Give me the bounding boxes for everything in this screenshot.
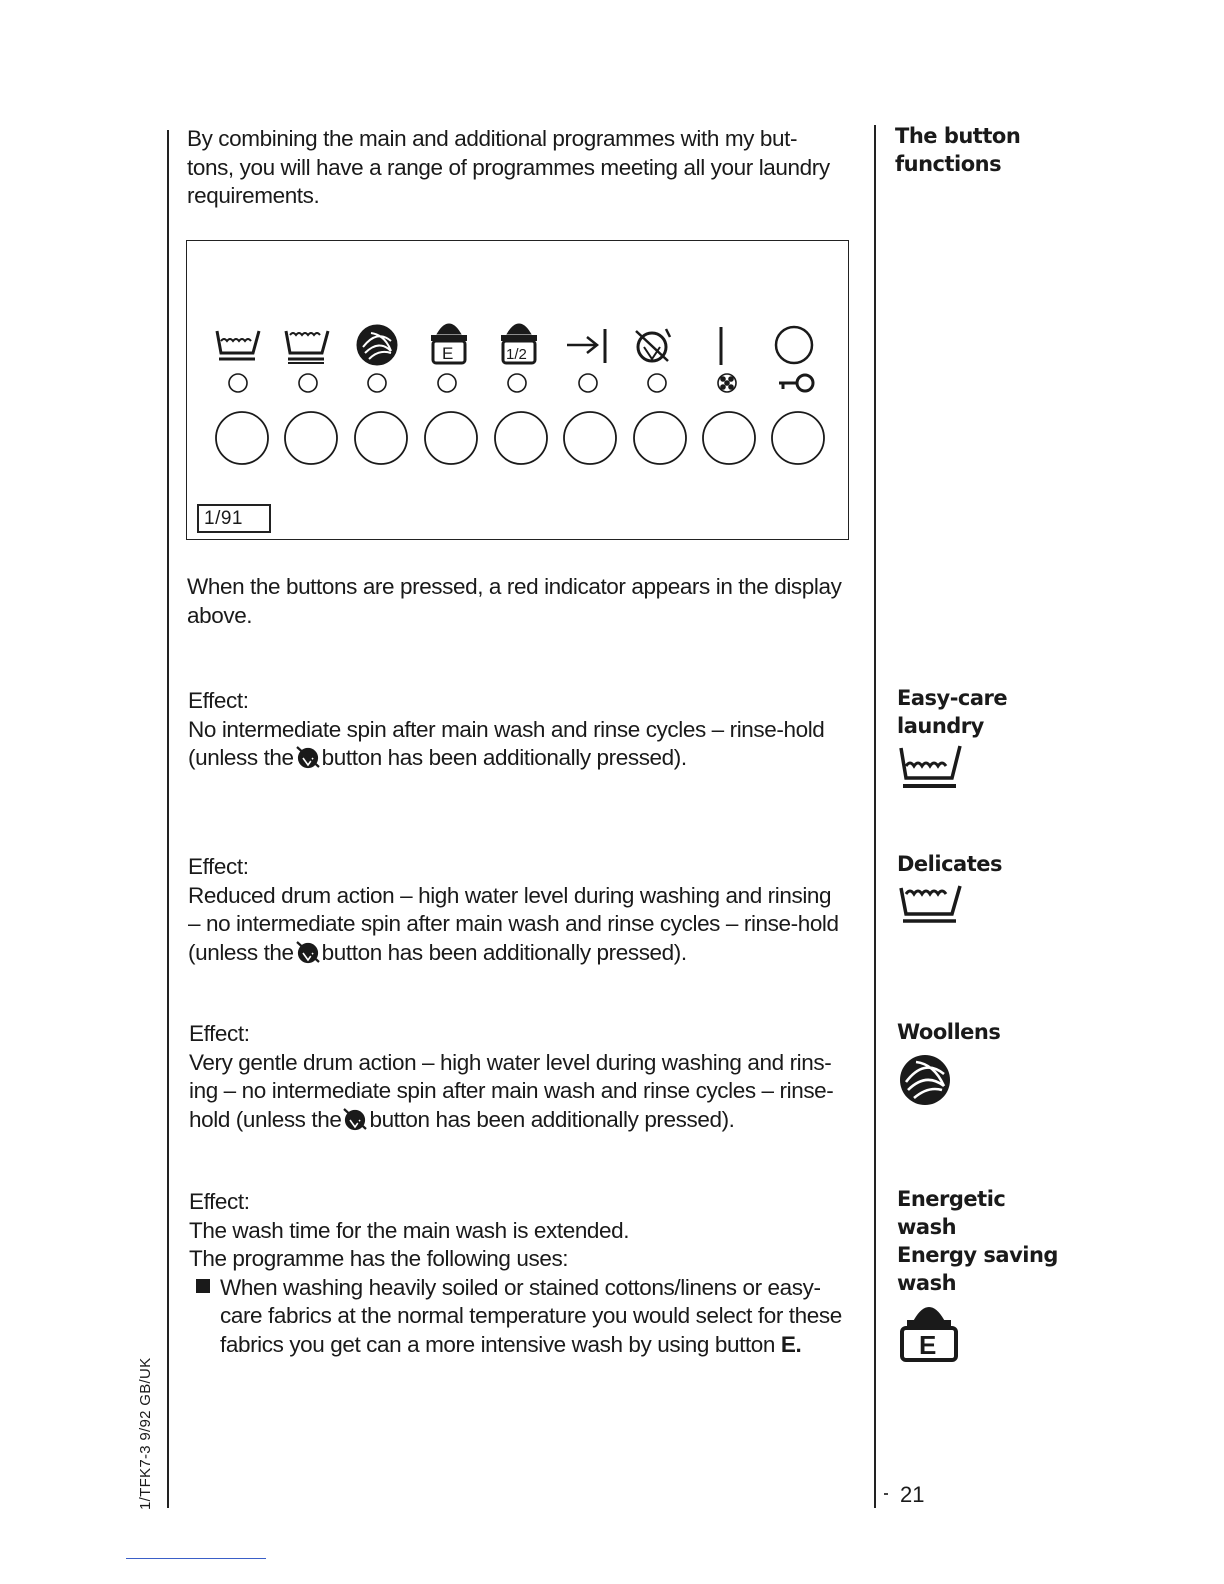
section-body-woollens: Effect: Very gentle drum action – high water level during washing and rins- ing – no intermediate spin after main wash and rinse cycles – rinse- hold (unless the button has been additionally pressed).	[189, 1020, 859, 1134]
easy-care-icon	[898, 744, 962, 790]
display-note-line: When the buttons are pressed, a red indicator appears in the display	[187, 574, 842, 599]
sidebar-title-line: functions	[895, 152, 1002, 176]
intro-line: By combining the main and additional programmes with my but-	[187, 126, 798, 151]
delicates-icon	[286, 331, 328, 363]
section-heading-energetic-wash: Energetic wash Energy saving wash	[897, 1187, 1058, 1295]
left-margin-rule	[167, 130, 169, 1508]
page-number: 21	[900, 1482, 925, 1507]
document-code: 1/TFK7-3 9/92 GB/UK	[137, 1357, 154, 1510]
section-body-delicates: Effect: Reduced drum action – high water level during washing and rinsing – no intermediate spin after main wash and rinse cycles – rinse-hold (unless the button has been additionally pressed).	[188, 853, 858, 967]
control-panel-drawing	[187, 241, 847, 537]
section-body-easy-care: Effect: No intermediate spin after main wash and rinse cycles – rinse-hold (unless the button has been additionally pressed).	[188, 687, 858, 773]
key-lock-icon	[779, 375, 813, 391]
indicator-row	[229, 374, 813, 392]
effect-label: Effect:	[188, 688, 249, 713]
bullet-square	[196, 1279, 210, 1293]
no-spin-icon	[296, 745, 320, 769]
pattern-indicator-icon	[718, 374, 736, 392]
off-icon	[776, 327, 812, 363]
rinse-hold-icon	[567, 329, 605, 363]
effect-label: Effect:	[189, 1189, 250, 1214]
energetic-wash-icon	[898, 1302, 962, 1364]
section-heading-woollens: Woollens	[897, 1020, 1001, 1044]
wool-icon	[358, 326, 396, 364]
no-spin-icon	[296, 940, 320, 964]
section-body-energetic-wash: Effect: The wash time for the main wash is extended. The programme has the following uses: When washing heavily soiled or stained cottons/linens or easy- care fabrics at the normal temperature you would select for these fabrics you get can a more intensive wash by using button E.	[189, 1188, 859, 1359]
intro-paragraph	[187, 125, 857, 211]
no-spin-icon	[343, 1107, 367, 1131]
no-spin-icon	[636, 329, 670, 361]
intro-line: requirements.	[187, 183, 320, 208]
right-column-rule	[874, 125, 876, 1508]
delicates-icon	[898, 884, 962, 930]
wool-icon	[898, 1052, 954, 1106]
effect-label: Effect:	[189, 1021, 250, 1046]
energy-saving-wash-icon	[501, 325, 537, 363]
svg-text:E: E	[442, 344, 454, 363]
display-note	[187, 573, 857, 630]
version-label: 1/91	[197, 504, 271, 533]
section-heading-easy-care: Easy-care laundry	[897, 686, 1008, 738]
push-button-row	[216, 412, 824, 464]
display-note-line: above.	[187, 602, 253, 628]
sidebar-title-line: The button	[895, 124, 1021, 148]
svg-text:E: E	[919, 1330, 937, 1360]
section-heading-delicates: Delicates	[897, 852, 1002, 876]
svg-text:1/2: 1/2	[506, 346, 527, 363]
intro-line: tons, you will have a range of programmes meeting all your laundry	[187, 154, 830, 180]
effect-label: Effect:	[188, 854, 249, 879]
energetic-wash-icon	[431, 325, 467, 363]
sidebar-title	[895, 122, 1020, 178]
page-dot	[884, 1493, 888, 1495]
control-panel-diagram	[186, 240, 849, 540]
bottom-blue-underline	[126, 1558, 266, 1559]
easy-care-icon	[217, 331, 259, 359]
